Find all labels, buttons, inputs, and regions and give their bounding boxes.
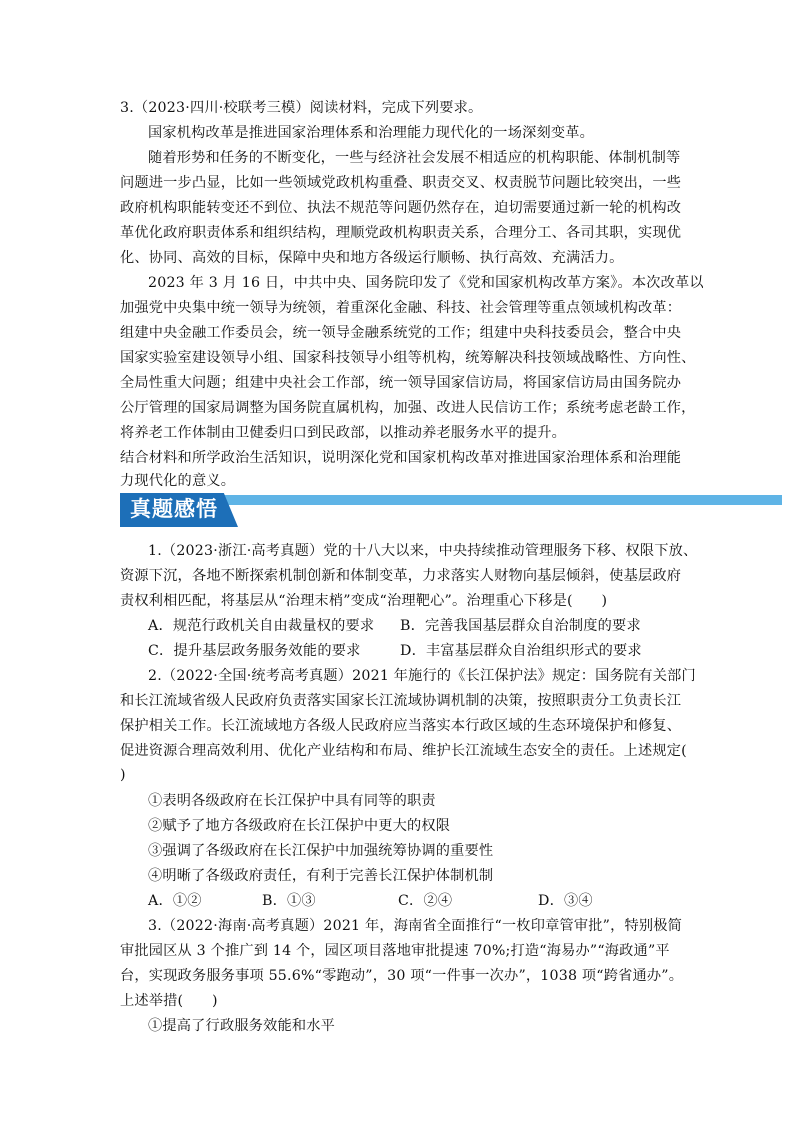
q3b-line-1: 3.（2022·海南·高考真题）2021 年，海南省全面推行“一枚印章管审批”，特别极简 <box>148 918 683 934</box>
q2-statement-3: ③强调了各级政府在长江保护中加强统筹协调的重要性 <box>148 843 494 859</box>
q1-line-3: 责权利相匹配，将基层从“治理末梢”变成“治理靶心”。治理重心下移是( ) <box>120 593 608 609</box>
q2-option-d: D．③④ <box>538 893 593 909</box>
q1-option-b: B．完善我国基层群众自治制度的要求 <box>400 618 641 634</box>
q3-intro-line-14: 将养老工作体制由卫健委归口到民政部，以推动养老服务水平的提升。 <box>120 425 567 441</box>
q3-intro-line-12: 全局性重大问题；组建中央社会工作部，统一领导国家信访局，将国家信访局由国务院办 <box>120 375 682 391</box>
q2-line-1: 2.（2022·全国·统考高考真题）2021 年施行的《长江保护法》规定：国务院有关部门 <box>148 668 696 684</box>
q2-statement-2: ②赋予了地方各级政府在长江保护中更大的权限 <box>148 818 451 834</box>
q3-intro-line-11: 国家实验室建设领导小组、国家科技领导小组等机构，统筹解决科技领域战略性、方向性、 <box>120 350 696 366</box>
section-banner <box>120 490 782 528</box>
q3-intro-line-16: 力现代化的意义。 <box>120 473 236 489</box>
q3-intro-line-9: 加强党中央集中统一领导为统领，着重深化金融、科技、社会管理等重点领域机构改革： <box>120 300 682 316</box>
q3-intro-line-13: 公厅管理的国家局调整为国务院直属机构，加强、改进人民信访工作；系统考虑老龄工作， <box>120 400 696 416</box>
q2-option-a: A．①② <box>148 893 202 909</box>
q2-line-3: 保护相关工作。长江流域地方各级人民政府应当落实本行政区域的生态环境保护和修复、 <box>120 718 682 734</box>
q1-line-1: 1.（2023·浙江·高考真题）党的十八大以来，中央持续推动管理服务下移、权限下放、 <box>148 543 698 559</box>
q3-intro-line-3: 随着形势和任务的不断变化，一些与经济社会发展不相适应的机构职能、体制机制等 <box>148 150 681 166</box>
q1-option-d: D．丰富基层群众自治组织形式的要求 <box>400 643 642 659</box>
q3b-line-4: 上述举措( ) <box>120 993 218 1009</box>
q3b-line-2: 审批园区从 3 个推广到 14 个，园区项目落地审批提速 70%;打造“海易办”“海政通”平 <box>120 943 670 959</box>
q1-option-a: A．规范行政机关自由裁量权的要求 <box>148 618 375 634</box>
q2-line-5: ) <box>120 767 126 783</box>
q1-option-c: C．提升基层政务服务效能的要求 <box>148 643 361 659</box>
q2-statement-4: ④明晰了各级政府责任，有利于完善长江保护体制机制 <box>148 868 494 884</box>
q3-intro-line-1: 3.（2023·四川·校联考三模）阅读材料，完成下列要求。 <box>120 100 483 116</box>
q2-option-b: B．①③ <box>262 893 316 909</box>
q3-intro-line-6: 革优化政府职责体系和组织结构，理顺党政机构职责关系，合理分工、各司其职，实现优 <box>120 225 682 241</box>
q2-line-2: 和长江流域省级人民政府负责落实国家长江流域协调机制的决策，按照职责分工负责长江 <box>120 693 682 709</box>
q2-statement-1: ①表明各级政府在长江保护中具有同等的职责 <box>148 793 436 809</box>
q3-intro-line-7: 化、协同、高效的目标，保障中央和地方各级运行顺畅、执行高效、充满活力。 <box>120 250 624 266</box>
q3b-statement-1: ①提高了行政服务效能和水平 <box>148 1018 336 1034</box>
q3-intro-line-5: 政府机构职能转变还不到位、执法不规范等问题仍然存在，迫切需要通过新一轮的机构改 <box>120 200 682 216</box>
q3-intro-line-10: 组建中央金融工作委员会，统一领导金融系统党的工作；组建中央科技委员会，整合中央 <box>120 325 682 341</box>
section-title: 真题感悟 <box>130 497 218 521</box>
q3-intro-line-8: 2023 年 3 月 16 日，中共中央、国务院印发了《党和国家机构改革方案》。本次改革以 <box>148 275 704 291</box>
q3-intro-line-15: 结合材料和所学政治生活知识，说明深化党和国家机构改革对推进国家治理体系和治理能 <box>120 450 682 466</box>
q3-intro-line-4: 问题进一步凸显，比如一些领域党政机构重叠、职责交叉、权责脱节问题比较突出，一些 <box>120 175 682 191</box>
q2-option-c: C．②④ <box>398 893 453 909</box>
q3-intro-line-2: 国家机构改革是推进国家治理体系和治理能力现代化的一场深刻变革。 <box>148 125 595 141</box>
q2-line-4: 促进资源合理高效利用、优化产业结构和布局、维护长江流域生态安全的责任。上述规定( <box>120 743 687 759</box>
q3b-line-3: 台，实现政务服务事项 55.6%“零跑动”，30 项“一件事一次办”，1038 项“跨省通办”。 <box>120 968 684 984</box>
q1-line-2: 资源下沉，各地不断探索机制创新和体制变革，力求落实人财物向基层倾斜，使基层政府 <box>120 568 682 584</box>
